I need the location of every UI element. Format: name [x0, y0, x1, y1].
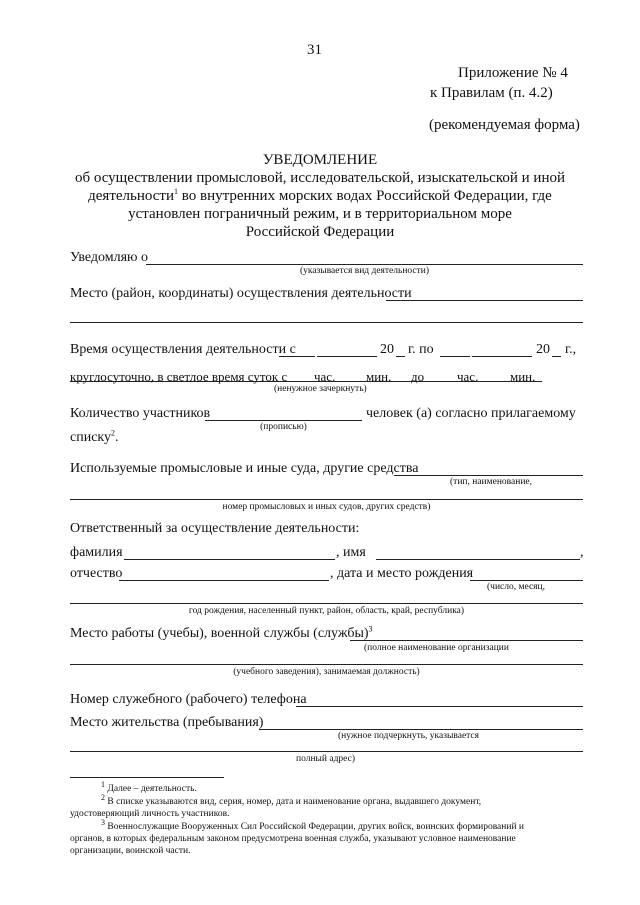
phone-field[interactable] [296, 706, 583, 707]
name-label: , имя [336, 545, 366, 560]
footnote-2-continued: удостоверяющий личность участников. [70, 809, 230, 819]
hour-from-label: час. [314, 369, 336, 384]
time-to-month-field[interactable] [472, 356, 532, 357]
work-label: Место работы (учебы), военной службы (службы)$^3$ [70, 624, 373, 641]
title-line-2: деятельности$^1$ во внутренних морских водах Российской Федерации, где [88, 187, 552, 204]
rules-reference: к Правилам (п. 4.2) [430, 85, 553, 101]
title-line-1: об осуществлении промысловой, исследовательской, изыскательской и иной [74, 170, 566, 186]
notify-label: Уведомляю о [70, 250, 148, 265]
responsible-label: Ответственный за осуществление деятельности: [70, 521, 360, 536]
residence-hint-2: полный адрес) [296, 754, 356, 764]
residence-field[interactable] [259, 729, 583, 730]
place-field-continued[interactable] [70, 322, 583, 323]
time-to-year-field[interactable] [552, 356, 561, 357]
appendix-label: Приложение № 4 [458, 65, 568, 81]
patronymic-label: отчество [70, 566, 123, 581]
time-from-year-field[interactable] [396, 356, 405, 357]
vessels-field-continued[interactable] [70, 499, 583, 500]
birth-hint-1: (число, месяц, [487, 582, 545, 592]
hour-to-label: час. [457, 369, 479, 384]
time-to-year-suffix: г., [565, 342, 577, 357]
title-line-4: Российской Федерации [245, 224, 395, 240]
footnote-3-continued-1: органов, в которых федеральным законом предусмотрена военная служба, указывают условное наименование [70, 834, 516, 844]
birth-field[interactable] [470, 580, 583, 581]
footnote-separator [70, 777, 224, 778]
document-title: УВЕДОМЛЕНИЕ [262, 152, 378, 168]
time-to-day-field[interactable] [440, 356, 470, 357]
time-from-year-prefix: 20 [380, 342, 394, 357]
birth-field-continued[interactable] [70, 603, 583, 604]
footnote-3: $^3$ Военнослужащие Вооруженных Сил Российской Федерации, других войск, воинских формирований и [101, 817, 524, 832]
form-type: (рекомендуемая форма) [429, 117, 580, 133]
vessels-field[interactable] [394, 475, 583, 476]
participants-label: Количество участников [70, 406, 211, 421]
work-hint-1: (полное наименование организации [364, 643, 509, 653]
time-to-year-prefix: 20 [536, 342, 550, 357]
activity-type-hint: (указывается вид деятельности) [299, 266, 430, 276]
footnote-3-continued-2: организации, воинской части. [70, 846, 191, 856]
place-field[interactable] [386, 300, 583, 301]
phone-label: Номер служебного (рабочего) телефона [70, 692, 307, 707]
residence-label: Место жительства (пребывания) [70, 715, 264, 730]
strike-hint: (ненужное зачеркнуть) [274, 384, 367, 394]
to-label: до [411, 369, 425, 384]
residence-hint-1: (нужное подчеркнуть, указывается [338, 731, 480, 741]
name-field[interactable] [376, 559, 580, 560]
surname-label: фамилия [70, 545, 123, 560]
work-field-continued[interactable] [70, 664, 583, 665]
daylight-hours-field[interactable] [70, 381, 542, 382]
page-number: 31 [307, 42, 322, 58]
list-label: списку$^2$. [70, 428, 119, 445]
activity-type-field[interactable] [146, 264, 583, 265]
work-field[interactable] [350, 640, 583, 641]
place-label: Место (район, координаты) осуществления деятельности [70, 286, 412, 301]
participants-suffix: человек (а) согласно прилагаемому [366, 406, 576, 421]
time-from-month-field[interactable] [317, 356, 377, 357]
minute-from-label: мин. [366, 369, 392, 384]
birth-hint-2: год рождения, населенный пункт, район, область, край, республика) [188, 606, 465, 616]
time-label: Время осуществления деятельности с [70, 342, 296, 357]
vessels-hint-1: (тип, наименование, [450, 477, 533, 487]
patronymic-field[interactable] [119, 580, 329, 581]
footnote-2: $^2$ В списке указываются вид, серия, номер, дата и наименование органа, выдавшего документ, [101, 792, 482, 807]
time-from-day-field[interactable] [279, 356, 315, 357]
vessels-label: Используемые промысловые и иные суда, другие средства [70, 461, 419, 476]
footnote-1: $^1$ Далее – деятельность. [101, 779, 197, 794]
minute-to-label: мин. [510, 369, 536, 384]
participants-count-field[interactable] [205, 420, 362, 421]
roundclock-option: круглосуточно, в светлое время суток с [70, 369, 288, 384]
surname-field[interactable] [124, 559, 335, 560]
residence-field-continued[interactable] [70, 751, 583, 752]
birth-label: , дата и место рождения [330, 566, 474, 581]
vessels-hint-2: номер промысловых и иных судов, других средств) [222, 502, 431, 512]
participants-hint: (прописью) [260, 422, 307, 432]
time-from-year-suffix: г. по [408, 342, 434, 357]
name-end-comma: , [580, 545, 584, 560]
title-line-3: установлен пограничный режим, и в территориальном море [128, 206, 512, 222]
work-hint-2: (учебного заведения), занимаемая должность) [233, 667, 420, 677]
